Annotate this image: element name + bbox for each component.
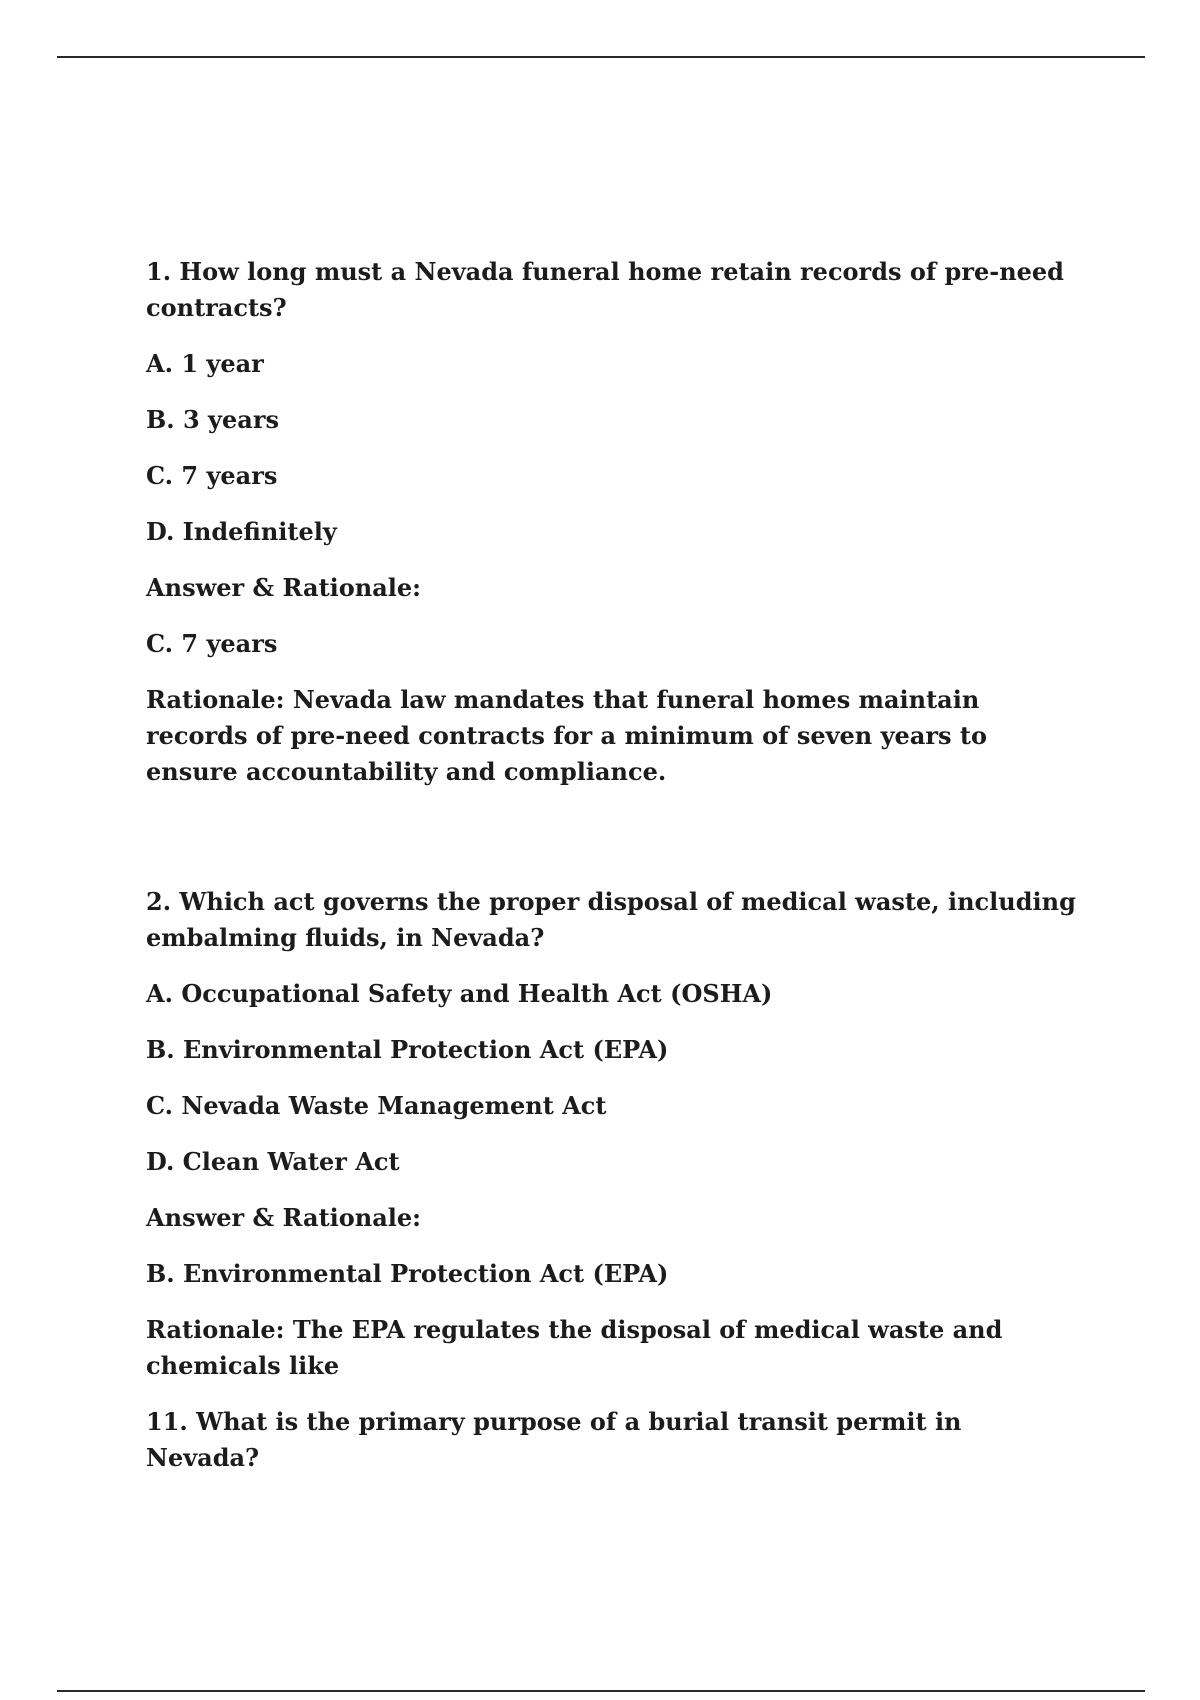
answer-text: B. Environmental Protection Act (EPA) (146, 1259, 669, 1288)
question-block-1 (146, 254, 1076, 790)
document-body (146, 254, 1076, 1476)
answer-heading: Answer & Rationale: (146, 573, 422, 602)
option-d: D. Clean Water Act (146, 1147, 400, 1176)
option-a: A. Occupational Safety and Health Act (OSHA) (146, 979, 773, 1008)
question-text: 2. Which act governs the proper disposal of medical waste, including embalming fluids, in Nevada? (146, 887, 1076, 952)
section-spacer (146, 810, 1076, 884)
option-c: C. Nevada Waste Management Act (146, 1091, 607, 1120)
option-b: B. Environmental Protection Act (EPA) (146, 1035, 669, 1064)
option-c: C. 7 years (146, 461, 278, 490)
rationale-text: Rationale: The EPA regulates the disposal of medical waste and chemicals like (146, 1315, 1003, 1380)
bottom-rule (57, 1690, 1145, 1692)
option-b: B. 3 years (146, 405, 279, 434)
answer-heading: Answer & Rationale: (146, 1203, 422, 1232)
option-d: D. Indefinitely (146, 517, 337, 546)
answer-text: C. 7 years (146, 629, 278, 658)
question-text: 1. How long must a Nevada funeral home retain records of pre-need contracts? (146, 257, 1064, 322)
question-block-2 (146, 884, 1076, 1384)
top-rule (57, 56, 1145, 58)
option-a: A. 1 year (146, 349, 264, 378)
rationale-text: Rationale: Nevada law mandates that funeral homes maintain records of pre-need contracts for a minimum of seven years to ensure accountability and compliance. (146, 685, 987, 786)
trailing-question-text: 11. What is the primary purpose of a burial transit permit in Nevada? (146, 1407, 962, 1472)
